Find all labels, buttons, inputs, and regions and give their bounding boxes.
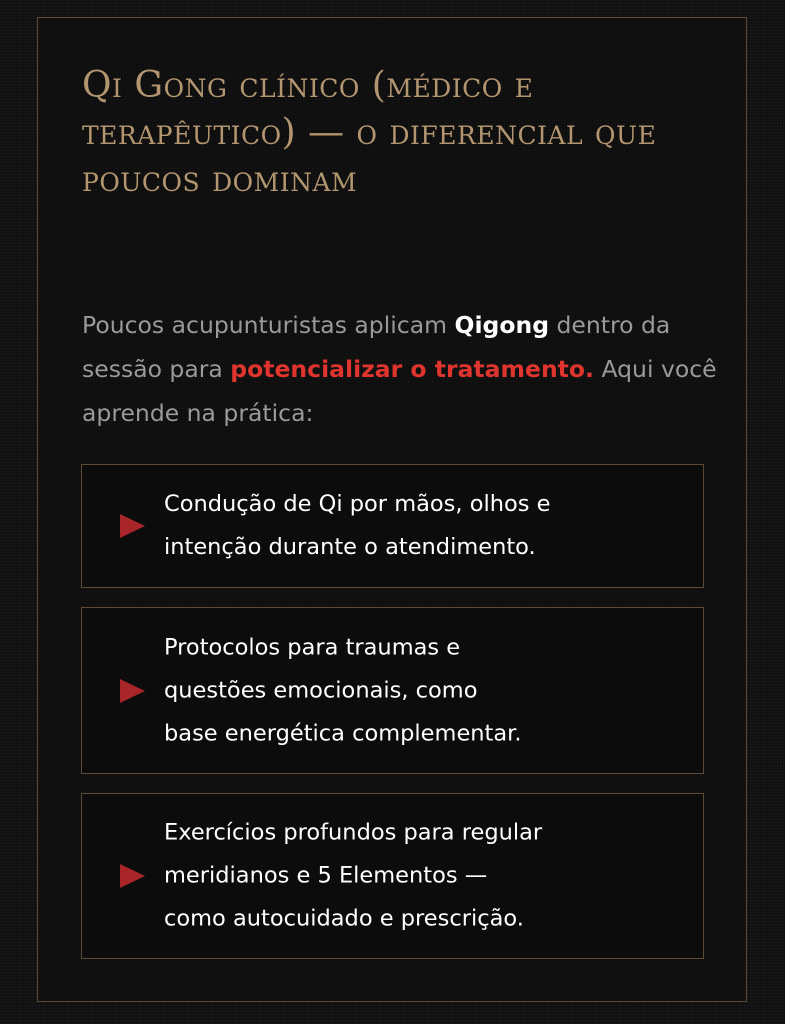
feature-item-3 xyxy=(81,793,704,959)
feature-item-2-text: Protocolos para traumas e questões emocionais, como base energética complementar. xyxy=(164,634,522,746)
feature-item-3-text: Exercícios profundos para regular meridianos e 5 Elementos — como autocuidado e prescrição. xyxy=(164,819,543,932)
triangle-right-icon xyxy=(120,679,145,703)
feature-item-1-text: Condução de Qi por mãos, olhos e intenção durante o atendimento. xyxy=(164,491,551,560)
feature-item-2 xyxy=(81,607,704,774)
section-title: Qi Gong clínico (médico e terapêutico) — o diferencial que poucos dominam xyxy=(82,65,657,200)
intro-text-1: Poucos acupunturistas aplicam xyxy=(82,311,455,339)
feature-item-1 xyxy=(81,464,704,588)
intro-text-3: Aqui você aprende na prática: xyxy=(82,355,717,427)
intro-highlight-qigong: Qigong xyxy=(454,311,550,339)
intro-highlight-red: potencializar o tratamento. xyxy=(230,355,594,383)
triangle-right-icon xyxy=(120,514,145,538)
intro-paragraph xyxy=(82,303,722,435)
intro-text-2: dentro da sessão para xyxy=(82,311,671,383)
triangle-right-icon xyxy=(120,864,145,888)
